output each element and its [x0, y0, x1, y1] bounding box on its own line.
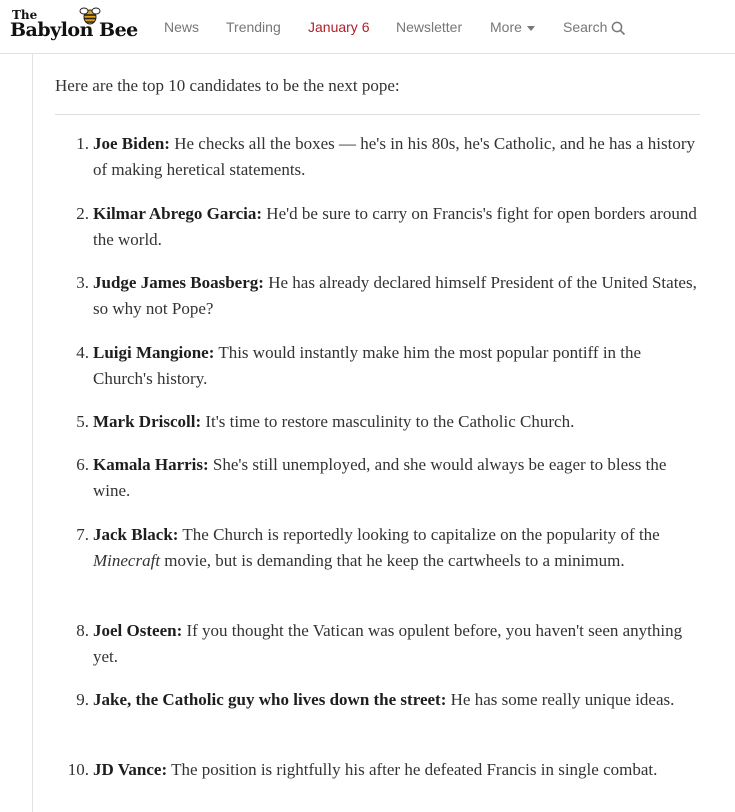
list-item — [67, 757, 703, 783]
candidate-description: She's still unemployed, and she would always be eager to bless the wine. — [93, 455, 667, 500]
list-item — [76, 618, 703, 670]
list-item — [76, 452, 703, 504]
search-icon — [611, 21, 626, 36]
nav-trending[interactable]: Trending — [226, 19, 281, 35]
nav-search-label: Search — [563, 19, 608, 35]
list-item — [76, 131, 703, 183]
nav-search[interactable] — [563, 0, 626, 54]
candidate-name: Mark Driscoll: — [93, 412, 202, 431]
candidate-description: This would instantly make him the most popular pontiff in the Church's history. — [93, 343, 642, 388]
list-item — [76, 201, 703, 253]
candidate-name: JD Vance: — [93, 760, 168, 779]
candidate-description: If you thought the Vatican was opulent before, you haven't seen anything yet. — [93, 621, 683, 666]
candidate-description: It's time to restore masculinity to the Catholic Church. — [201, 412, 575, 431]
list-number: 2. — [76, 204, 89, 223]
logo-name-text: Babylon Bee — [10, 19, 138, 41]
article-intro: Here are the top 10 candidates to be the next pope: — [55, 76, 400, 95]
candidate-description-part: The Church is reportedly looking to capitalize on the popularity of the — [178, 525, 660, 544]
logo-the-text: The — [12, 8, 38, 22]
divider — [55, 114, 700, 115]
list-number: 1. — [76, 134, 89, 153]
nav-news[interactable]: News — [164, 19, 200, 35]
caret-down-icon — [526, 23, 536, 33]
list-number: 10. — [67, 760, 89, 779]
list-number: 9. — [76, 690, 89, 709]
movie-title: Minecraft — [93, 551, 161, 570]
list-number: 4. — [76, 343, 89, 362]
list-number: 7. — [76, 525, 89, 544]
candidate-description: The position is rightfully his after he defeated Francis in single combat. — [167, 760, 658, 779]
list-number: 8. — [76, 621, 89, 640]
candidate-name: Joe Biden: — [93, 134, 170, 153]
candidate-description: He'd be sure to carry on Francis's fight for open borders around the world. — [93, 204, 697, 249]
nav-more[interactable] — [490, 0, 536, 54]
list-number: 5. — [76, 412, 89, 431]
candidate-description: He has already declared himself President of the United States, so why not Pope? — [93, 273, 697, 318]
list-number: 3. — [76, 273, 89, 292]
candidate-name: Jake, the Catholic guy who lives down the street: — [93, 690, 447, 709]
candidate-description: He has some really unique ideas. — [446, 690, 675, 709]
candidate-description-part: movie, but is demanding that he keep the cartwheels to a minimum. — [160, 551, 625, 570]
list-item — [76, 522, 703, 574]
list-item — [76, 409, 703, 435]
nav-more-label: More — [490, 19, 522, 35]
candidate-name: Kamala Harris: — [93, 455, 209, 474]
nav-january-6[interactable]: January 6 — [308, 19, 370, 35]
candidate-name: Luigi Mangione: — [93, 343, 215, 362]
candidate-description: He checks all the boxes — he's in his 80s, he's Catholic, and he has a history of making heretical statements. — [93, 134, 695, 179]
top-navigation-bar — [0, 0, 735, 54]
nav-newsletter[interactable]: Newsletter — [396, 19, 463, 35]
candidate-name: Joel Osteen: — [93, 621, 183, 640]
candidate-name: Kilmar Abrego Garcia: — [93, 204, 263, 223]
list-item — [76, 270, 703, 322]
list-item — [76, 340, 703, 392]
candidate-name: Jack Black: — [93, 525, 179, 544]
site-logo[interactable] — [10, 7, 138, 47]
list-number: 6. — [76, 455, 89, 474]
list-item — [76, 687, 703, 713]
candidate-name: Judge James Boasberg: — [93, 273, 264, 292]
